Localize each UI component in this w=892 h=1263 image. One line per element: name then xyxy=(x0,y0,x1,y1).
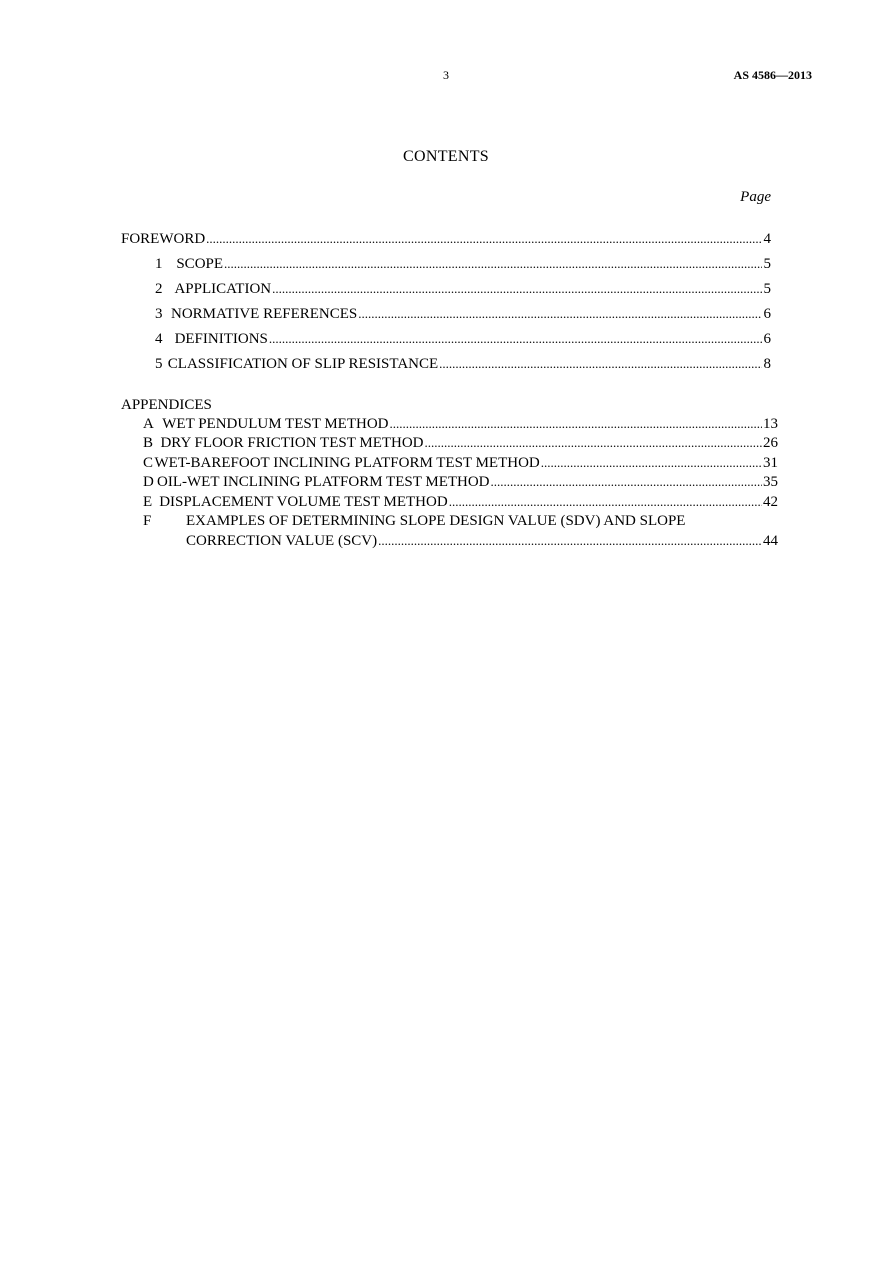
leader-dots xyxy=(224,254,762,274)
toc-entry-page: 8 xyxy=(763,356,771,372)
toc-entry-section[interactable] xyxy=(155,279,771,299)
section-number: 4 xyxy=(155,331,163,347)
toc-entry-page: 4 xyxy=(763,231,771,247)
appendix-letter: B xyxy=(143,435,154,451)
toc-entry-page: 13 xyxy=(763,416,778,432)
appendix-letter: E xyxy=(143,494,153,510)
leader-dots xyxy=(358,304,762,324)
toc-entry-label: DEFINITIONS xyxy=(174,331,268,347)
toc-entry-appendix[interactable] xyxy=(143,453,778,473)
leader-dots xyxy=(491,472,762,492)
appendices-heading: APPENDICES xyxy=(121,397,212,413)
toc-entry-label: WET-BAREFOOT INCLINING PLATFORM TEST METHOD xyxy=(154,455,540,471)
toc-entry-appendix[interactable] xyxy=(143,492,778,512)
toc-entry-appendix[interactable] xyxy=(143,414,778,434)
toc-entry-page: 5 xyxy=(763,281,771,297)
contents-title: CONTENTS xyxy=(403,148,489,165)
appendix-letter: A xyxy=(143,416,154,432)
appendix-letter: F xyxy=(143,513,152,529)
toc-entry-label: FOREWORD xyxy=(121,231,206,247)
toc-entry-label: WET PENDULUM TEST METHOD xyxy=(162,416,389,432)
toc-entry-page: 6 xyxy=(763,331,771,347)
leader-dots xyxy=(541,453,762,473)
toc-entry-page: 35 xyxy=(763,474,778,490)
standard-designation: AS 4586—2013 xyxy=(733,68,812,82)
toc-entry-page: 44 xyxy=(763,533,778,549)
toc-entry-page: 5 xyxy=(763,256,771,272)
toc-entry-page: 26 xyxy=(763,435,778,451)
toc-entry-label: DISPLACEMENT VOLUME TEST METHOD xyxy=(159,494,448,510)
section-number: 1 xyxy=(155,256,163,272)
toc-entry-section[interactable] xyxy=(155,304,771,324)
page-column-label: Page xyxy=(740,189,771,205)
appendix-letter: C xyxy=(143,455,154,471)
toc-entry-section[interactable] xyxy=(155,329,771,349)
leader-dots xyxy=(272,279,762,299)
toc-entry-appendix[interactable] xyxy=(143,433,778,453)
toc-entry-label-line2: CORRECTION VALUE (SCV) xyxy=(186,533,378,549)
toc-entry-appendix[interactable] xyxy=(186,531,778,551)
leader-dots xyxy=(390,414,763,434)
toc-entry-page: 42 xyxy=(763,494,778,510)
appendix-letter: D xyxy=(143,474,154,490)
toc-entry-label: NORMATIVE REFERENCES xyxy=(171,306,358,322)
toc-entry-label: DRY FLOOR FRICTION TEST METHOD xyxy=(160,435,424,451)
page-number: 3 xyxy=(443,68,449,82)
leader-dots xyxy=(439,354,762,374)
leader-dots xyxy=(425,433,762,453)
toc-entry-label: CLASSIFICATION OF SLIP RESISTANCE xyxy=(167,356,439,372)
toc-entry-label: SCOPE xyxy=(176,256,224,272)
leader-dots xyxy=(449,492,762,512)
toc-entry-label-line1[interactable]: EXAMPLES OF DETERMINING SLOPE DESIGN VALUE (SDV) AND SLOPE xyxy=(186,513,686,529)
section-number: 5 xyxy=(155,356,163,372)
section-number: 3 xyxy=(155,306,163,322)
toc-entry-label: APPLICATION xyxy=(174,281,272,297)
toc-entry-label: OIL-WET INCLINING PLATFORM TEST METHOD xyxy=(157,474,490,490)
leader-dots xyxy=(378,531,762,551)
leader-dots xyxy=(269,329,762,349)
toc-entry-section[interactable] xyxy=(155,254,771,274)
section-number: 2 xyxy=(155,281,163,297)
toc-entry-page: 6 xyxy=(763,306,771,322)
toc-entry-page: 31 xyxy=(763,455,778,471)
toc-entry-section[interactable] xyxy=(155,354,771,374)
leader-dots xyxy=(206,229,762,249)
toc-entry-appendix[interactable] xyxy=(143,472,778,492)
toc-entry-foreword[interactable] xyxy=(121,229,771,249)
